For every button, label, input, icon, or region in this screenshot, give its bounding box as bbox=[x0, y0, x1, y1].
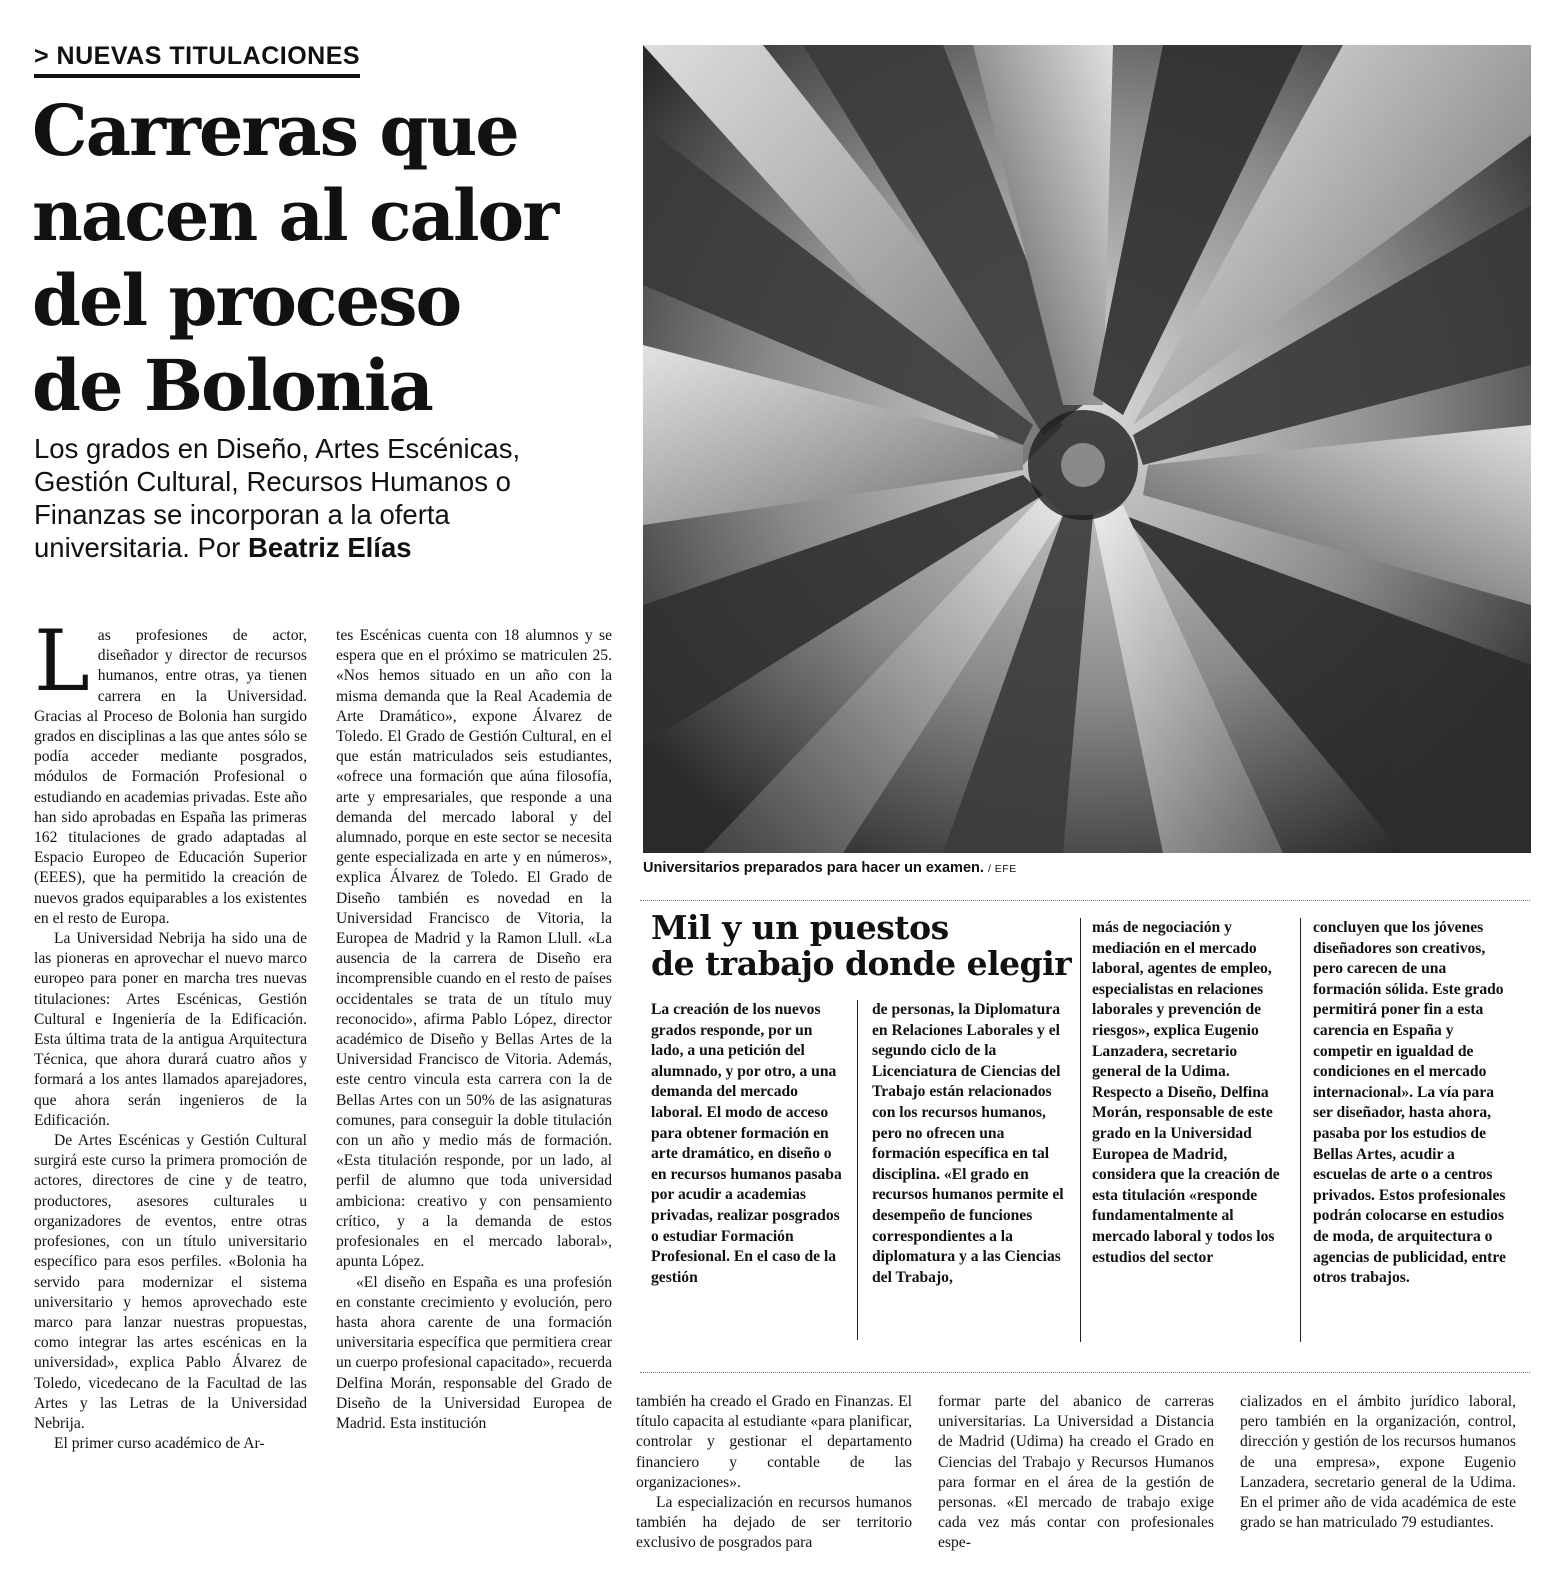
article-paragraph: tes Escénicas cuenta con 18 alumnos y se espera que en el próximo se matriculen 25. «Nos hemos situado en un año con la misma demanda que la Real Academia de Arte Dramático», expone Álvarez de Toledo. El Grado de Gestión Cultural, en el que están matriculados seis estudiantes, «ofrece una formación que aúna filosofía, arte y empresariales, que responde a una demanda del mercado laboral y del alumnado, porque en este sector se necesita gente especializada en arte y en números», explica Álvarez de Toledo. El Grado de Diseño también es novedad en la Universidad Francisco de Vitoria, la Europea de Madrid y la Ramon Llull. «La ausencia de la carrera de Diseño era incomprensible cuando en el resto de países occidentales se trata de un título muy reconocido», afirma Pablo López, director académico de Diseño y Bellas Artes de la Universidad Francisco de Vitoria. Además, este centro vincula esta carrera con la de Bellas Artes con un 50% de las asignaturas comunes, para conseguir la doble titulación con un año y medio más de formación. «Esta titulación responde, por un lado, al perfil de alumno que toda universidad ambiciona: creativo y con pensamiento crítico, y a la demanda de estos profesionales en el mercado laboral», apunta López. bbox=[336, 627, 612, 1271]
headline-line: nacen al calor bbox=[32, 174, 558, 257]
article-paragraph: El primer curso académico de Ar- bbox=[54, 1435, 265, 1453]
caption-text: Universitarios preparados para hacer un examen. bbox=[643, 860, 984, 876]
headline-line: Carreras que bbox=[32, 89, 518, 172]
headline-line: del proceso bbox=[32, 259, 461, 342]
article-column-5 bbox=[1240, 1392, 1516, 1533]
sidebar-column-2: de personas, la Diplomatura en Relaciones Laborales y el segundo ciclo de la Licenciatura de Ciencias del Trabajo están relacionados con los recursos humanos, pero no ofrecen una formación específica en tal disciplina. «El grado en recursos humanos permite el desempeño de funciones correspondientes a la diplomatura y a las Ciencias del Trabajo, bbox=[872, 1001, 1064, 1286]
sidebar-column-3: más de negociación y mediación en el mercado laboral, agentes de empleo, especialistas en relaciones laborales y prevención de riesgos», explica Eugenio Lanzadera, secretario general de la Udima. Respecto a Diseño, Delfina Morán, responsable de este grado en la Universidad Europea de Madrid, considera que la creación de esta titulación «responde fundamentalmente al mercado laboral y todos los estudios del sector bbox=[1092, 919, 1280, 1266]
section-tag: > NUEVAS TITULACIONES bbox=[34, 42, 360, 78]
article-column-4 bbox=[938, 1392, 1214, 1554]
sidebar-column-divider bbox=[1300, 918, 1301, 1342]
deck bbox=[34, 432, 594, 564]
article-paragraph: La Universidad Nebrija ha sido una de las pioneras en aprovechar el nuevo marco europeo para poner en marcha tres nuevas titulaciones: Artes Escénicas, Gestión Cultural e Ingeniería de la Edificación. Esta última trata de la antigua Arquitectura Técnica, que ahora durará cuatro años y formará a los antes llamados aparejadores, que ahora serán ingenieros de la Edificación. bbox=[34, 930, 307, 1129]
byline: Beatriz Elías bbox=[247, 532, 412, 563]
sidebar-title-line: Mil y un puestos bbox=[651, 908, 949, 947]
article-column-2 bbox=[336, 626, 612, 1434]
dropcap: L bbox=[34, 612, 90, 710]
sidebar-title-line: de trabajo donde elegir bbox=[651, 944, 1072, 983]
article-column-3 bbox=[636, 1392, 912, 1554]
article-paragraph: formar parte del abanico de carreras universitarias. La Universidad a Distancia de Madrid (Udima) ha creado el Grado en Ciencias del Trabajo y Recursos Humanos para formar en el área de la gestión de personas. «El mercado de trabajo exige cada vez más contar con profesionales espe- bbox=[938, 1393, 1214, 1552]
sidebar-top-rule bbox=[640, 900, 1530, 901]
sidebar-column-divider bbox=[1080, 918, 1081, 1342]
sidebar-bottom-rule bbox=[640, 1372, 1530, 1373]
headline-line: de Bolonia bbox=[32, 344, 432, 427]
article-paragraph: Las profesiones de actor, diseñador y director de recursos humanos, entre otras, ya tienen carrera en la Universidad. Gracias al Proceso de Bolonia han surgido grados en disciplinas a las que antes sólo se podía acceder mediante posgrados, módulos de Formación Profesional o estudiando en academias privadas. Este año han sido aprobadas en España las primeras 162 titulaciones de grado adaptadas al Espacio Europeo de Educación Superior (EEES), que ha permitido la creación de nuevos grados equiparables a los existentes en el resto de Europa. bbox=[34, 612, 307, 927]
article-column-1 bbox=[34, 612, 307, 1454]
photo bbox=[643, 45, 1531, 853]
headline bbox=[32, 88, 612, 428]
photo-credit: / EFE bbox=[987, 863, 1017, 875]
article-paragraph: La especialización en recursos humanos también ha dejado de ser territorio exclusivo de posgrados para bbox=[636, 1494, 912, 1552]
sidebar-column-4: concluyen que los jóvenes diseñadores son creativos, pero carecen de una formación sólida. Este grado permitirá poner fin a esta carencia en España y competir en igualdad de condiciones en el mercado internacional». La vía para ser diseñador, hasta ahora, pasaba por los estudios de Bellas Artes, acudir a escuelas de arte o a centros privados. Estos profesionales podrán colocarse en estudios de moda, de arquitectura o agencias de publicidad, entre otros trabajos. bbox=[1313, 919, 1506, 1287]
sidebar-column-divider bbox=[857, 1000, 858, 1340]
article-paragraph: cializados en el ámbito jurídico laboral, pero también en la organización, control, dirección y gestión de los recursos humanos de una empresa», expone Eugenio Lanzadera, secretario general de la Udima. En el primer año de vida académica de este grado se han matriculado 79 estudiantes. bbox=[1240, 1393, 1516, 1532]
article-paragraph: también ha creado el Grado en Finanzas. El título capacita al estudiante «para planificar, controlar y gestionar el departamento financiero y contable de las organizaciones». bbox=[636, 1393, 912, 1491]
article-paragraph: «El diseño en España es una profesión en constante crecimiento y evolución, pero hasta ahora carente de una formación universitaria específica que permitiera crear un cuerpo profesional capacitado», recuerda Delfina Morán, responsable del Grado de Diseño de la Universidad Europea de Madrid. Esta institución bbox=[336, 1273, 612, 1432]
sidebar-title bbox=[651, 910, 1071, 982]
article-paragraph: De Artes Escénicas y Gestión Cultural surgirá este curso la primera promoción de actores, directores de cine y de teatro, productores, asesores culturales u organizadores de eventos, entre otras profesiones, con un título universitario específico para esos perfiles. «Bolonia ha servido para modernizar el sistema universitario y hemos aprovechado este marco para lanzar nuestras propuestas, como integrar las artes escénicas en la universidad», explica Pablo Álvarez de Toledo, vicedecano de la Facultad de las Artes y las Letras de la Universidad Nebrija. bbox=[34, 1132, 307, 1432]
sidebar-column-1: La creación de los nuevos grados responde, por un lado, a una petición del alumnado, y por otro, a una demanda del mercado laboral. El modo de acceso para obtener formación en arte dramático, en diseño o en recursos humanos pasaba por acudir a academias privadas, realizar posgrados o estudiar Formación Profesional. En el caso de la gestión bbox=[651, 1001, 842, 1286]
photo-image bbox=[643, 45, 1531, 853]
photo-caption bbox=[643, 860, 1017, 876]
deck-text: Los grados en Diseño, Artes Escénicas, Gestión Cultural, Recursos Humanos o Finanzas se incorporan a la oferta universitaria. Por bbox=[34, 433, 521, 563]
